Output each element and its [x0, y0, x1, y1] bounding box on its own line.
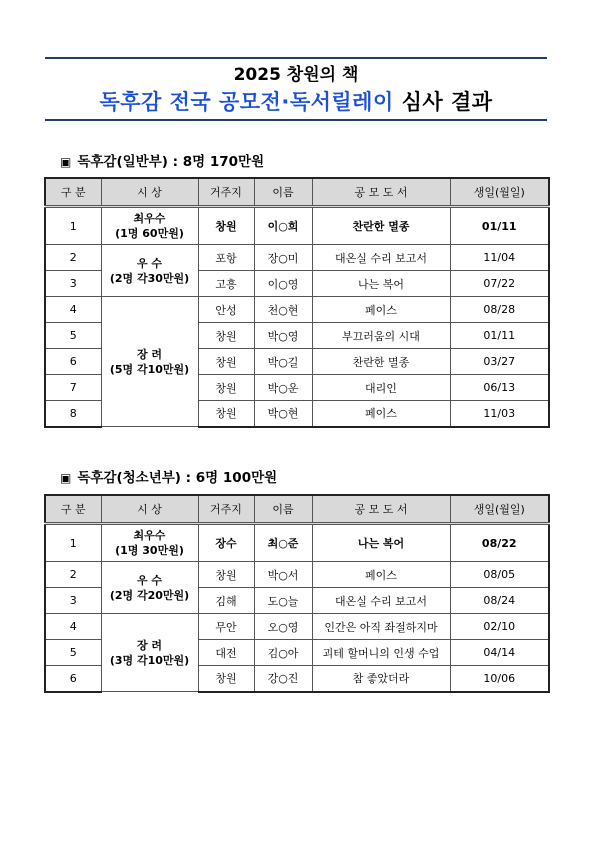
- award-detail: (5명 각10만원): [109, 362, 190, 376]
- cell-birthday: 08/24: [450, 588, 549, 614]
- award-name: 최우수: [133, 529, 166, 542]
- cell-book: 페이스: [312, 401, 450, 427]
- cell-no: 6: [45, 666, 101, 692]
- cell-book: 인간은 아직 좌절하지마: [312, 614, 450, 640]
- award-name: 장 려: [136, 347, 163, 361]
- cell-book: 부끄러움의 시대: [312, 323, 450, 349]
- cell-name: 김○아: [254, 640, 312, 666]
- cell-region: 김해: [198, 588, 254, 614]
- cell-birthday: 08/05: [450, 562, 549, 588]
- cell-no: 1: [45, 524, 101, 562]
- cell-birthday: 08/22: [450, 524, 549, 562]
- award-detail: (3명 각10만원): [109, 653, 190, 667]
- cell-no: 4: [45, 297, 101, 323]
- table-row: [45, 614, 549, 640]
- table-row: [45, 524, 549, 562]
- section-heading-general: [60, 150, 264, 170]
- cell-no: 3: [45, 271, 101, 297]
- cell-book: 괴테 할머니의 인생 수업: [312, 640, 450, 666]
- col-header-name: 이름: [254, 495, 312, 524]
- cell-name: 천○현: [254, 297, 312, 323]
- cell-book: 나는 복어: [312, 271, 450, 297]
- cell-name: 강○진: [254, 666, 312, 692]
- cell-book: 찬란한 멸종: [312, 349, 450, 375]
- award-cell-encouragement: [101, 614, 198, 692]
- results-table-youth: [44, 494, 550, 693]
- cell-birthday: 02/10: [450, 614, 549, 640]
- cell-birthday: 07/22: [450, 271, 549, 297]
- cell-name: 박○영: [254, 323, 312, 349]
- cell-no: 2: [45, 562, 101, 588]
- cell-birthday: 08/28: [450, 297, 549, 323]
- col-header-birthday: 생일(월일): [450, 495, 549, 524]
- square-bullet-icon: ▣: [60, 471, 72, 485]
- cell-name: 도○늘: [254, 588, 312, 614]
- cell-birthday: 06/13: [450, 375, 549, 401]
- award-cell-excellence: [101, 245, 198, 297]
- cell-book: 페이스: [312, 297, 450, 323]
- cell-region: 창원: [198, 323, 254, 349]
- table-row: [45, 245, 549, 271]
- cell-region: 무안: [198, 614, 254, 640]
- cell-birthday: 11/03: [450, 401, 549, 427]
- cell-no: 5: [45, 640, 101, 666]
- cell-no: 4: [45, 614, 101, 640]
- col-header-book: 공 모 도 서: [312, 178, 450, 207]
- cell-region: 창원: [198, 375, 254, 401]
- col-header-category: 구 분: [45, 495, 101, 524]
- square-bullet-icon: ▣: [60, 155, 72, 169]
- award-detail: (2명 각20만원): [109, 588, 190, 602]
- cell-name: 오○영: [254, 614, 312, 640]
- award-cell-excellence: [101, 562, 198, 614]
- cell-book: 대온실 수리 보고서: [312, 245, 450, 271]
- cell-region: 창원: [198, 562, 254, 588]
- cell-no: 8: [45, 401, 101, 427]
- award-name: 우 수: [136, 256, 163, 270]
- col-header-birthday: 생일(월일): [450, 178, 549, 207]
- cell-name: 박○운: [254, 375, 312, 401]
- section-heading-youth: [60, 466, 277, 486]
- col-header-award: 시 상: [101, 178, 198, 207]
- cell-name: 박○현: [254, 401, 312, 427]
- cell-birthday: 11/04: [450, 245, 549, 271]
- cell-region: 창원: [198, 401, 254, 427]
- cell-no: 3: [45, 588, 101, 614]
- cell-no: 6: [45, 349, 101, 375]
- cell-name: 장○미: [254, 245, 312, 271]
- award-name: 최우수: [133, 212, 166, 225]
- col-header-region: 거주지: [198, 495, 254, 524]
- cell-region: 대전: [198, 640, 254, 666]
- title-block: [45, 57, 547, 121]
- cell-region: 장수: [198, 524, 254, 562]
- table-header-row: [45, 495, 549, 524]
- table-header-row: [45, 178, 549, 207]
- cell-name: 박○서: [254, 562, 312, 588]
- cell-no: 1: [45, 207, 101, 245]
- results-table-general: [44, 177, 550, 428]
- cell-birthday: 03/27: [450, 349, 549, 375]
- cell-name: 이○영: [254, 271, 312, 297]
- cell-no: 2: [45, 245, 101, 271]
- section-title: 독후감(청소년부) : 6명 100만원: [77, 470, 278, 486]
- cell-book: 찬란한 멸종: [312, 207, 450, 245]
- col-header-award: 시 상: [101, 495, 198, 524]
- col-header-region: 거주지: [198, 178, 254, 207]
- title-rule-top: [45, 57, 547, 59]
- title-highlight: 독후감 전국 공모전·독서릴레이: [99, 90, 394, 114]
- cell-region: 고흥: [198, 271, 254, 297]
- title-line-2: [45, 87, 547, 117]
- table-row: [45, 207, 549, 245]
- cell-region: 창원: [198, 349, 254, 375]
- award-detail: (2명 각30만원): [109, 271, 190, 285]
- cell-name: 박○길: [254, 349, 312, 375]
- cell-region: 창원: [198, 207, 254, 245]
- section-title: 독후감(일반부) : 8명 170만원: [77, 154, 265, 170]
- table-row: [45, 297, 549, 323]
- cell-book: 페이스: [312, 562, 450, 588]
- title-suffix: 심사 결과: [401, 90, 493, 114]
- cell-birthday: 01/11: [450, 323, 549, 349]
- title-line-1: 2025 창원의 책: [233, 65, 359, 85]
- cell-birthday: 01/11: [450, 207, 549, 245]
- cell-book: 대온실 수리 보고서: [312, 588, 450, 614]
- award-cell-top: [101, 524, 198, 562]
- table-row: [45, 562, 549, 588]
- award-name: 장 려: [136, 638, 163, 652]
- col-header-name: 이름: [254, 178, 312, 207]
- col-header-book: 공 모 도 서: [312, 495, 450, 524]
- cell-book: 대리인: [312, 375, 450, 401]
- cell-name: 최○준: [254, 524, 312, 562]
- award-detail: (1명 30만원): [115, 544, 184, 557]
- cell-no: 7: [45, 375, 101, 401]
- title-rule-bottom: [45, 119, 547, 121]
- cell-region: 포항: [198, 245, 254, 271]
- cell-book: 나는 복어: [312, 524, 450, 562]
- cell-name: 이○희: [254, 207, 312, 245]
- award-cell-top: [101, 207, 198, 245]
- cell-birthday: 04/14: [450, 640, 549, 666]
- col-header-category: 구 분: [45, 178, 101, 207]
- award-cell-encouragement: [101, 297, 198, 427]
- cell-region: 창원: [198, 666, 254, 692]
- award-name: 우 수: [136, 573, 163, 587]
- cell-book: 참 좋았더라: [312, 666, 450, 692]
- cell-region: 안성: [198, 297, 254, 323]
- award-detail: (1명 60만원): [115, 227, 184, 240]
- cell-birthday: 10/06: [450, 666, 549, 692]
- cell-no: 5: [45, 323, 101, 349]
